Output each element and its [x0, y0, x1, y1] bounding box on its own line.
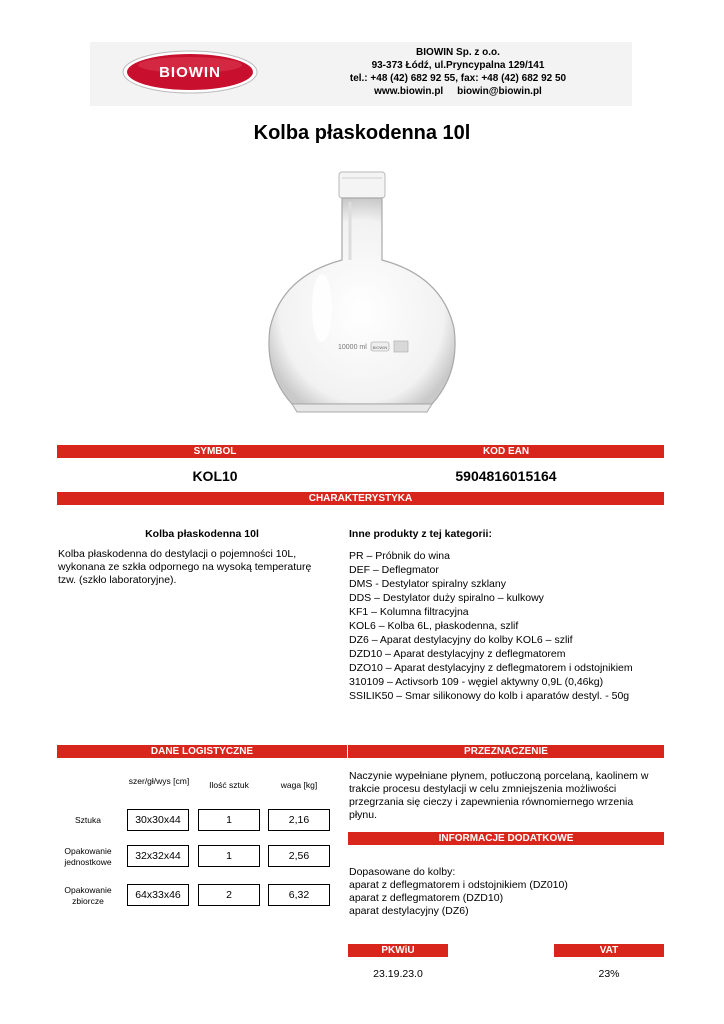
company-web-email: www.biowin.pl biowin@biowin.pl — [374, 86, 542, 97]
company-phone-fax: tel.: +48 (42) 682 92 55, fax: +48 (42) 682 92 50 — [349, 73, 567, 84]
ean-value: 5904816015164 — [455, 468, 557, 484]
characteristics-header: CHARAKTERYSTYKA — [57, 492, 664, 505]
list-item: KOL6 – Kolba 6L, płaskodenna, szlif — [349, 620, 519, 632]
biowin-logo — [122, 50, 258, 94]
logo-text: BIOWIN — [159, 64, 221, 81]
other-products-list — [349, 549, 669, 703]
dims-cell: 64x33x46 — [127, 884, 189, 906]
list-item: DZ6 – Aparat destylacyjny do kolby KOL6 – szlif — [349, 634, 573, 646]
additional-info-header: INFORMACJE DODATKOWE — [348, 832, 664, 845]
qty-cell: 1 — [198, 845, 260, 867]
list-item: DDS – Destylator duży spiralno – kulkowy — [349, 592, 544, 604]
list-item: DZD10 – Aparat destylacyjny z deflegmatorem — [349, 648, 566, 660]
list-item: DZO10 – Aparat destylacyjny z deflegmatorem i odstojnikiem — [349, 662, 633, 674]
flask-logo-label: BIOWIN — [372, 345, 388, 350]
col-qty-header: Ilość sztuk — [209, 780, 249, 790]
additional-line: Dopasowane do kolby: — [349, 866, 456, 878]
weight-cell: 2,16 — [268, 809, 330, 831]
dims-cell: 30x30x44 — [127, 809, 189, 831]
company-name: BIOWIN Sp. z o.o. — [416, 47, 500, 58]
symbol-value: KOL10 — [192, 468, 238, 484]
pkwiu-value: 23.19.23.0 — [373, 968, 423, 980]
col-weight-header: waga [kg] — [280, 780, 318, 790]
other-products-title: Inne produkty z tej kategorii: — [349, 528, 492, 540]
symbol-header: SYMBOL — [57, 445, 373, 458]
row-label-jednostkowe: Opakowanie jednostkowe — [64, 846, 112, 867]
row-label-zbiorcze: Opakowanie zbiorcze — [64, 885, 112, 906]
additional-line: aparat destylacyjny (DZ6) — [349, 905, 469, 917]
list-item: DMS - Destylator spiralny szklany — [349, 578, 506, 590]
list-item: KF1 – Kolumna filtracyjna — [349, 606, 469, 618]
product-name: Kolba płaskodenna 10l — [145, 528, 259, 540]
pkwiu-header: PKWiU — [348, 944, 448, 957]
weight-cell: 6,32 — [268, 884, 330, 906]
vat-header: VAT — [554, 944, 664, 957]
qty-cell: 1 — [198, 809, 260, 831]
additional-line: aparat z deflegmatorem (DZD10) — [349, 892, 504, 904]
row-label-sztuka: Sztuka — [75, 815, 101, 825]
col-dims-header: szer/gł/wys [cm] — [128, 776, 190, 786]
company-address: 93-373 Łódź, ul.Pryncypalna 129/141 — [371, 60, 545, 71]
purpose-header: PRZEZNACZENIE — [348, 745, 664, 758]
qty-cell: 2 — [198, 884, 260, 906]
flask-volume-label: 10000 ml — [338, 344, 367, 351]
dims-cell: 32x32x44 — [127, 845, 189, 867]
purpose-text: Naczynie wypełniane płynem, potłuczoną porcelaną, kaolinem w trakcie procesu destylacji w celu zmniejszenia możliwości przegrzania się cieczy i zapewnienia równomiernego wrzenia płynu. — [349, 770, 649, 821]
page-title: Kolba płaskodenna 10l — [253, 122, 471, 144]
list-item: DEF – Deflegmator — [349, 564, 439, 576]
company-info — [338, 46, 578, 98]
list-item: SSILIK50 – Smar silikonowy do kolb i aparatów destyl. - 50g — [349, 690, 630, 702]
weight-cell: 2,56 — [268, 845, 330, 867]
vat-value: 23% — [598, 968, 620, 980]
logistics-header: DANE LOGISTYCZNE — [57, 745, 347, 758]
list-item: 310109 – Activsorb 109 - węgiel aktywny 0,9L (0,46kg) — [349, 676, 604, 688]
ean-header: KOD EAN — [348, 445, 664, 458]
product-description: Kolba płaskodenna do destylacji o pojemności 10L, wykonana ze szkła odpornego na wysoką temperaturę tzw. (szkło laboratoryjne). — [58, 548, 312, 586]
additional-line: aparat z deflegmatorem i odstojnikiem (DZ010) — [349, 879, 568, 891]
list-item: PR – Próbnik do wina — [349, 550, 450, 562]
product-image — [262, 168, 462, 420]
additional-info-text — [349, 866, 661, 918]
